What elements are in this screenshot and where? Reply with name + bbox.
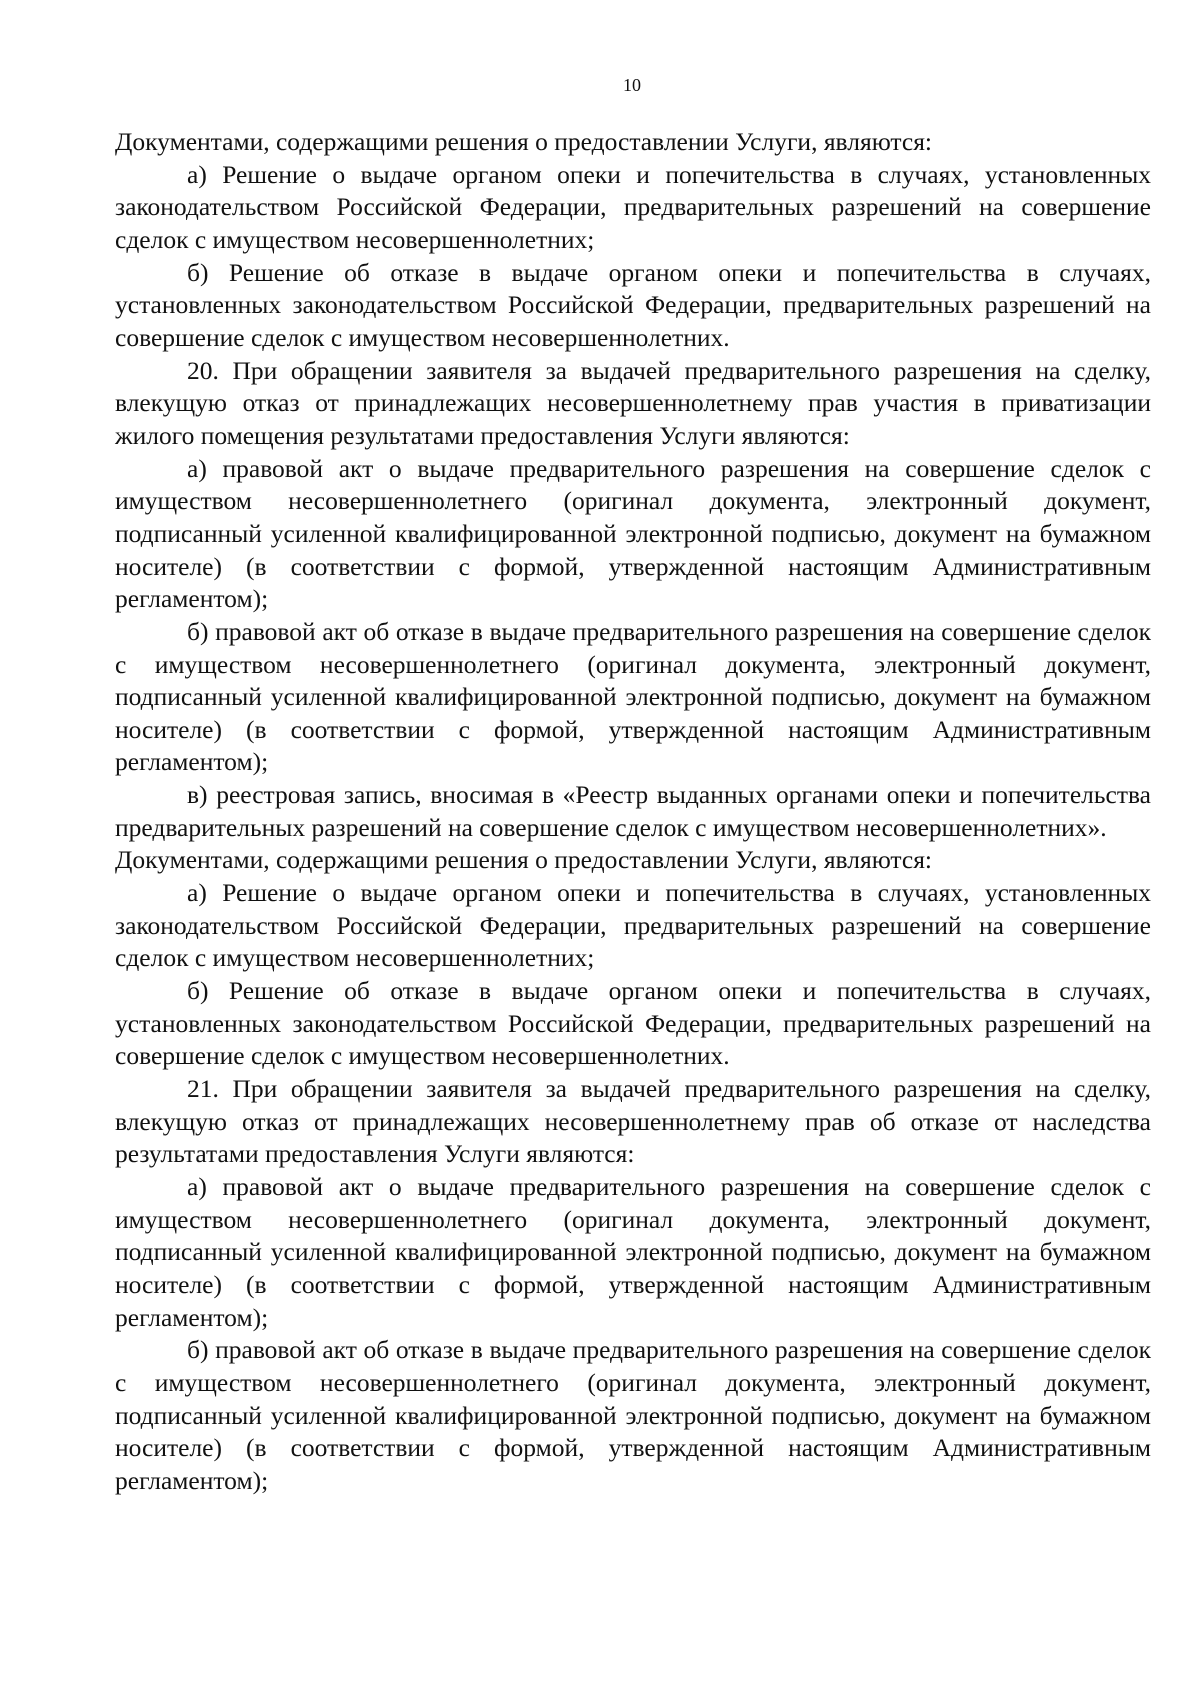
paragraph-decisions-intro-2: Документами, содержащими решения о предоставлении Услуги, являются: xyxy=(115,845,933,875)
paragraph-clause-20-item-a: а) правовой акт о выдаче предварительного разрешения на совершение сделок с имуществом несовершеннолетнего (оригинал документа, электронный документ, подписанный усиленной квалифицированной электронной подписью, документ на бумажном носителе) (в соответствии с формой, утвержденной настоящим Административным регламентом); xyxy=(115,453,1151,614)
paragraph-item-b-refusal-decision: б) Решение об отказе в выдаче органом опеки и попечительства в случаях, установленных законодательством Российской Федерации, предварительных разрешений на совершение сделок с имуществом несовершеннолетних. xyxy=(115,257,1151,352)
paragraph-item-a-decision-2: а) Решение о выдаче органом опеки и попечительства в случаях, установленных законодательством Российской Федерации, предварительных разрешений на совершение сделок с имуществом несовершеннолетних; xyxy=(115,878,1151,973)
page-number: 10 xyxy=(623,75,641,95)
paragraph-item-b-refusal-decision-2: б) Решение об отказе в выдаче органом опеки и попечительства в случаях, установленных законодательством Российской Федерации, предварительных разрешений на совершение сделок с имуществом несовершеннолетних. xyxy=(115,976,1151,1071)
paragraph-clause-20-item-v: в) реестровая запись, вносимая в «Реестр выданных органами опеки и попечительства предварительных разрешений на совершение сделок с имуществом несовершеннолетних». xyxy=(115,780,1151,842)
document-body xyxy=(115,126,1151,1498)
paragraph-clause-21-item-a: а) правовой акт о выдаче предварительного разрешения на совершение сделок с имуществом несовершеннолетнего (оригинал документа, электронный документ, подписанный усиленной квалифицированной электронной подписью, документ на бумажном носителе) (в соответствии с формой, утвержденной настоящим Административным регламентом); xyxy=(115,1172,1151,1332)
paragraph-clause-21-item-b: б) правовой акт об отказе в выдаче предварительного разрешения на совершение сделок с имуществом несовершеннолетнего (оригинал документа, электронный документ, подписанный усиленной квалифицированной электронной подписью, документ на бумажном носителе) (в соответствии с формой, утвержденной настоящим Административным регламентом); xyxy=(115,1335,1151,1495)
paragraph-decisions-intro: Документами, содержащими решения о предоставлении Услуги, являются: xyxy=(115,127,933,156)
paragraph-clause-20-item-b: б) правовой акт об отказе в выдаче предварительного разрешения на совершение сделок с имуществом несовершеннолетнего (оригинал документа, электронный документ, подписанный усиленной квалифицированной электронной подписью, документ на бумажном носителе) (в соответствии с формой, утвержденной настоящим Административным регламентом); xyxy=(115,616,1151,777)
paragraph-clause-20: 20. При обращении заявителя за выдачей предварительного разрешения на сделку, влекущую отказ от принадлежащих несовершеннолетнему прав участия в приватизации жилого помещения результатами предоставления Услуги являются: xyxy=(115,355,1151,450)
paragraph-item-a-decision: а) Решение о выдаче органом опеки и попечительства в случаях, установленных законодательством Российской Федерации, предварительных разрешений на совершение сделок с имуществом несовершеннолетних; xyxy=(115,159,1151,254)
paragraph-clause-21: 21. При обращении заявителя за выдачей предварительного разрешения на сделку, влекущую отказ от принадлежащих несовершеннолетнему прав об отказе от наследства результатами предоставления Услуги являются: xyxy=(115,1074,1151,1169)
